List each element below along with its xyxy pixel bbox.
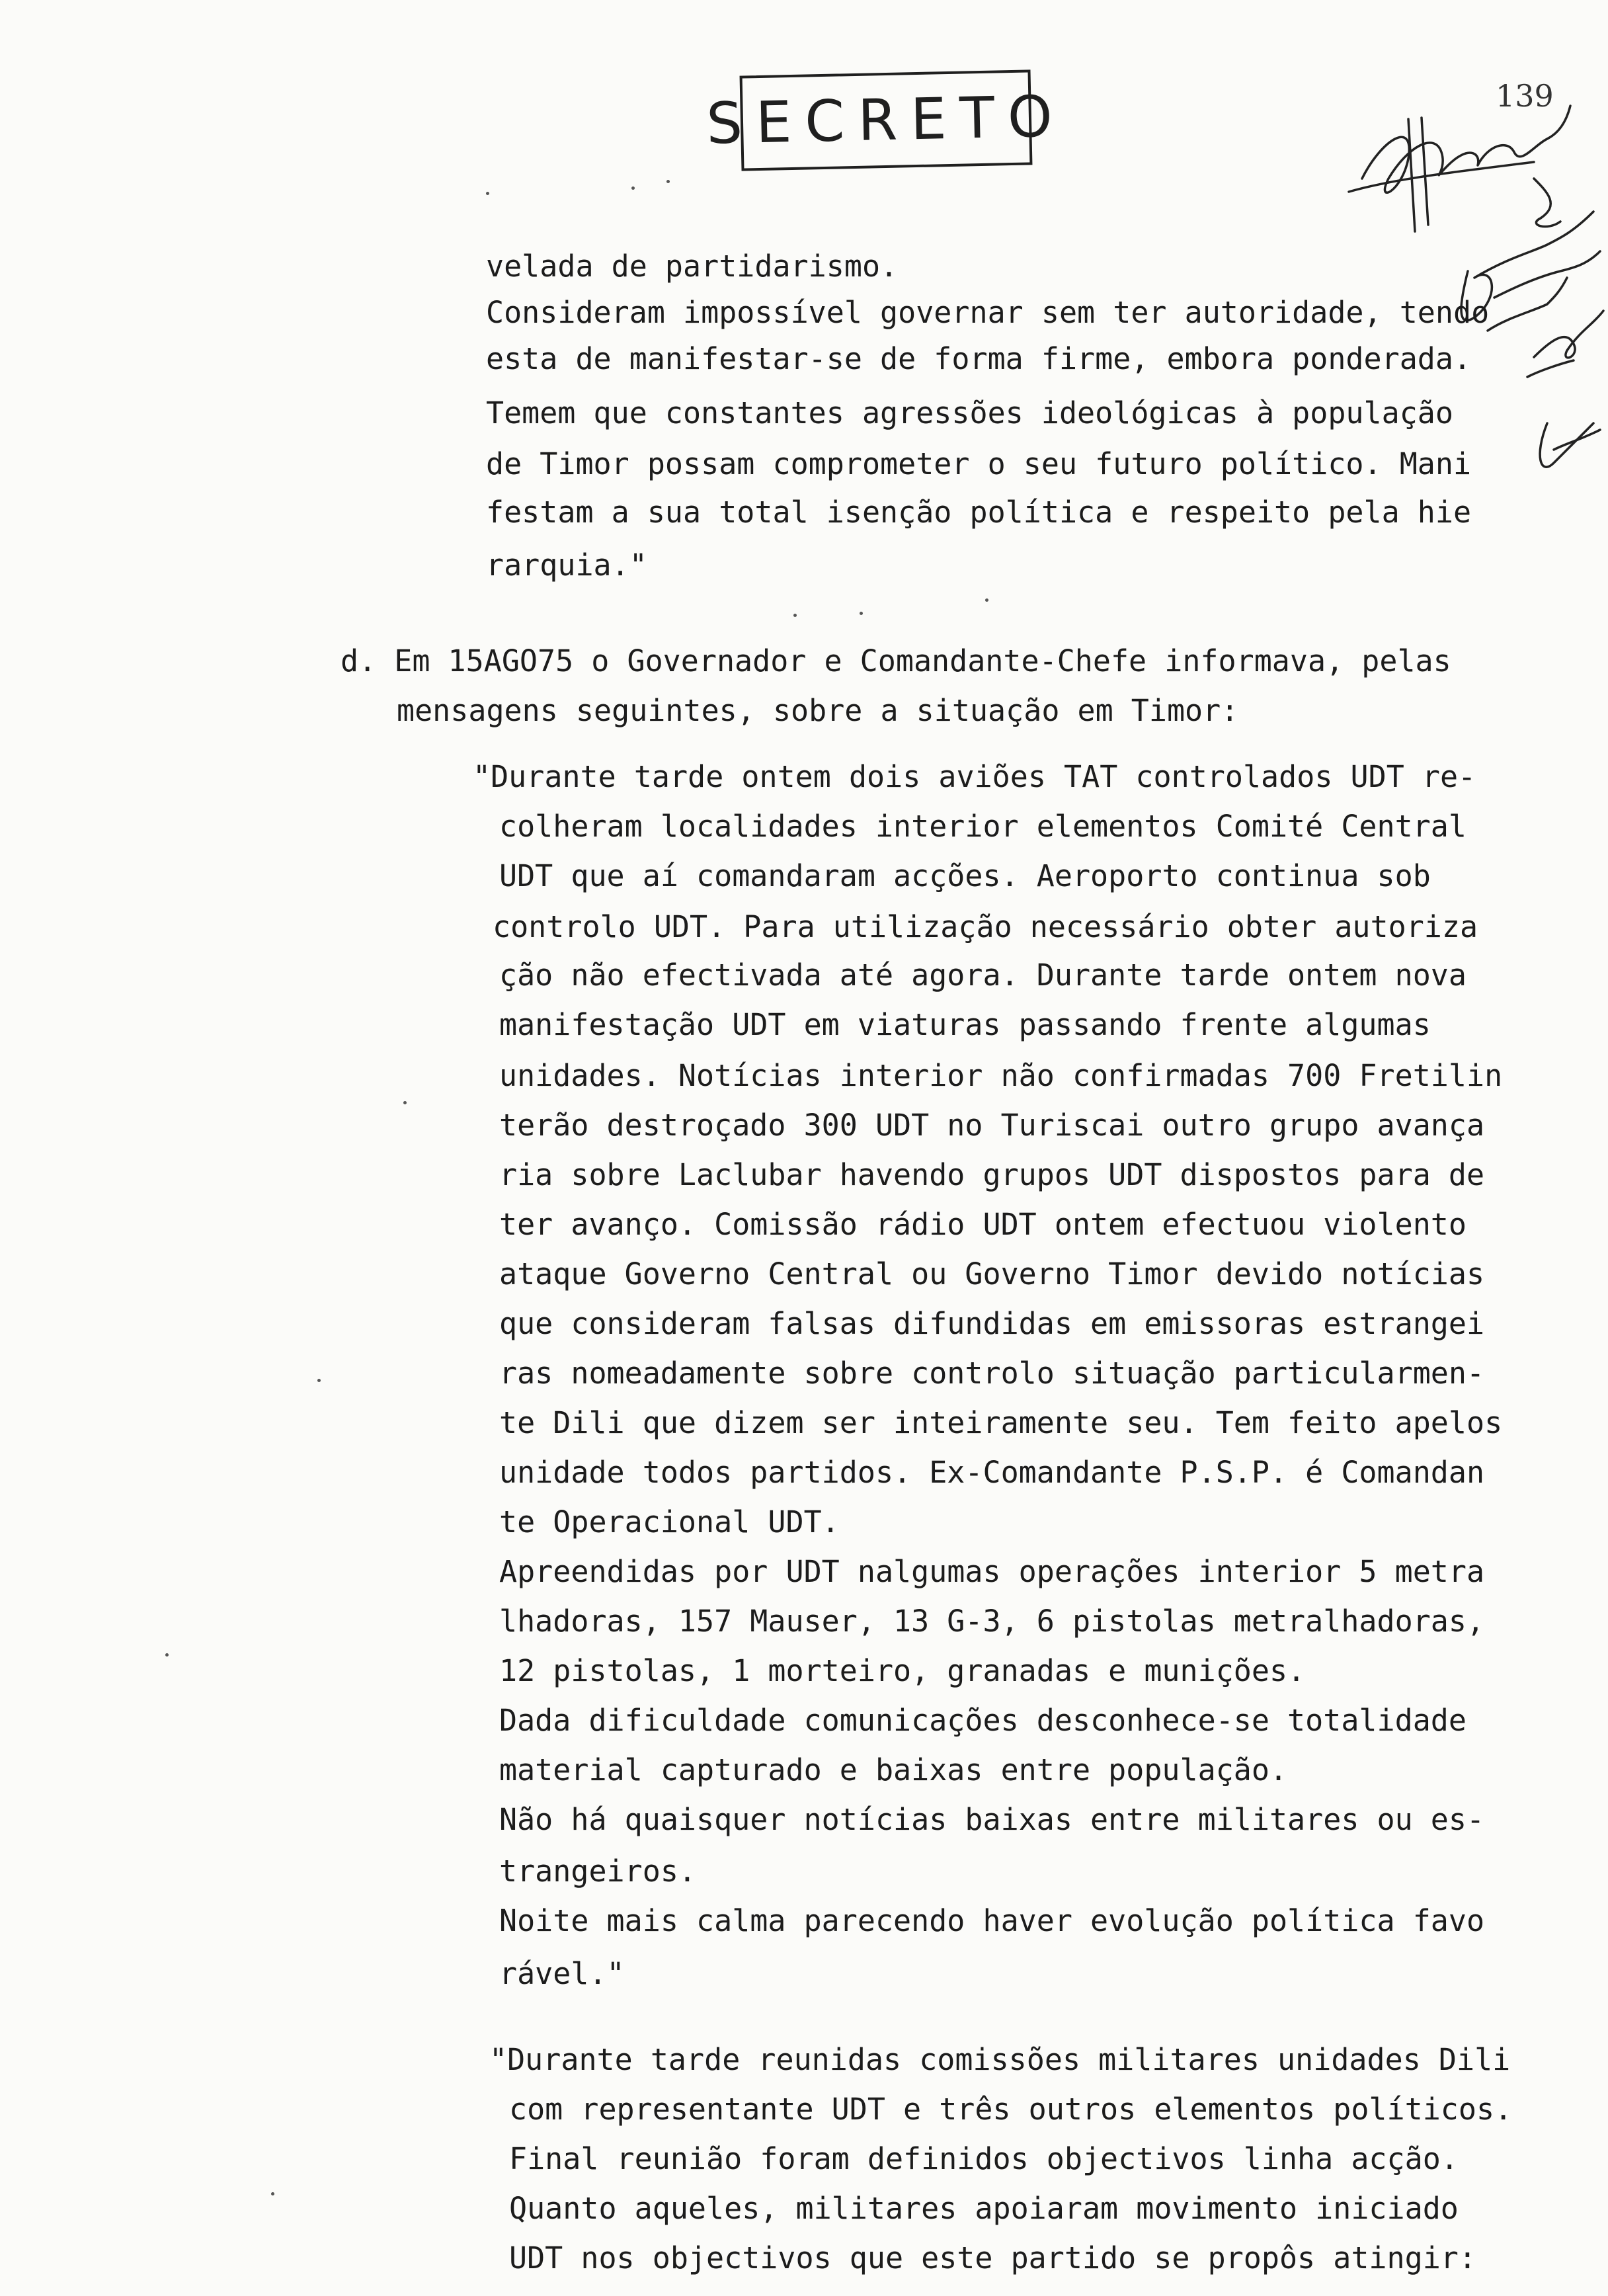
text-line: colheram localidades interior elementos Comité Central [499, 809, 1467, 844]
secret-stamp: SECRETO [740, 69, 1033, 171]
text-line: terão destroçado 300 UDT no Turiscai outro grupo avança [499, 1108, 1485, 1143]
text-line: rável." [499, 1956, 625, 1991]
text-line: material capturado e baixas entre população. [499, 1752, 1288, 1787]
text-line: mensagens seguintes, sobre a situação em Timor: [397, 693, 1239, 728]
text-line: ter avanço. Comissão rádio UDT ontem efectuou violento [499, 1207, 1467, 1242]
text-line: esta de manifestar-se de forma firme, embora ponderada. [486, 341, 1472, 376]
scan-speck [486, 192, 489, 195]
text-line: Final reunião foram definidos objectivos linha acção. [509, 2141, 1459, 2176]
text-line: unidades. Notícias interior não confirmadas 700 Fretilin [499, 1058, 1503, 1093]
text-line: Apreendidas por UDT nalgumas operações interior 5 metra [499, 1554, 1485, 1589]
page-number: 139 [1496, 78, 1554, 114]
text-line: Noite mais calma parecendo haver evolução política favo [499, 1903, 1485, 1938]
scan-speck [793, 614, 797, 617]
scan-speck [985, 598, 988, 602]
text-line: te Operacional UDT. [499, 1504, 840, 1539]
text-line: de Timor possam comprometer o seu futuro político. Mani [486, 446, 1472, 481]
text-line: Quanto aqueles, militares apoiaram movimento iniciado [509, 2191, 1459, 2226]
text-line: Consideram impossível governar sem ter autoridade, tendo [486, 295, 1490, 330]
text-line: d. Em 15AGO75 o Governador e Comandante-Chefe informava, pelas [341, 643, 1451, 678]
text-line: festam a sua total isenção política e respeito pela hie [486, 495, 1472, 530]
text-line: trangeiros. [499, 1854, 697, 1889]
scan-speck [631, 186, 635, 190]
text-line: 12 pistolas, 1 morteiro, granadas e munições. [499, 1653, 1306, 1688]
text-line: ria sobre Laclubar havendo grupos UDT dispostos para de [499, 1157, 1485, 1192]
text-line: UDT nos objectivos que este partido se propôs atingir: [509, 2240, 1476, 2276]
text-line: ção não efectivada até agora. Durante tarde ontem nova [499, 958, 1467, 993]
text-line: ras nomeadamente sobre controlo situação particularmen- [499, 1356, 1485, 1391]
text-line: que consideram falsas difundidas em emissoras estrangei [499, 1306, 1485, 1341]
text-line: te Dili que dizem ser inteiramente seu. Tem feito apelos [499, 1405, 1503, 1440]
scan-speck [165, 1653, 169, 1657]
text-line: com representante UDT e três outros elementos políticos. [509, 2092, 1513, 2127]
scan-speck [403, 1101, 407, 1104]
text-line: Não há quaisquer notícias baixas entre militares ou es- [499, 1802, 1485, 1837]
text-line: controlo UDT. Para utilização necessário obter autoriza [493, 909, 1478, 944]
text-line: ataque Governo Central ou Governo Timor devido notícias [499, 1256, 1485, 1292]
text-line: UDT que aí comandaram acções. Aeroporto continua sob [499, 858, 1431, 893]
text-line: "Durante tarde ontem dois aviões TAT controlados UDT re- [473, 759, 1476, 794]
scan-speck [860, 612, 863, 615]
text-line: rarquia." [486, 548, 647, 583]
text-line: velada de partidarismo. [486, 249, 899, 284]
scan-speck [271, 2192, 274, 2195]
text-line: Dada dificuldade comunicações desconhece-se totalidade [499, 1703, 1467, 1738]
text-line: unidade todos partidos. Ex-Comandante P.S.P. é Comandan [499, 1455, 1485, 1490]
scan-speck [666, 180, 670, 183]
scan-speck [317, 1379, 321, 1382]
text-line: manifestação UDT em viaturas passando frente algumas [499, 1007, 1431, 1042]
text-line: "Durante tarde reunidas comissões militares unidades Dili [489, 2042, 1511, 2077]
text-line: lhadoras, 157 Mauser, 13 G-3, 6 pistolas metralhadoras, [499, 1604, 1485, 1639]
text-line: Temem que constantes agressões ideológicas à população [486, 395, 1453, 430]
